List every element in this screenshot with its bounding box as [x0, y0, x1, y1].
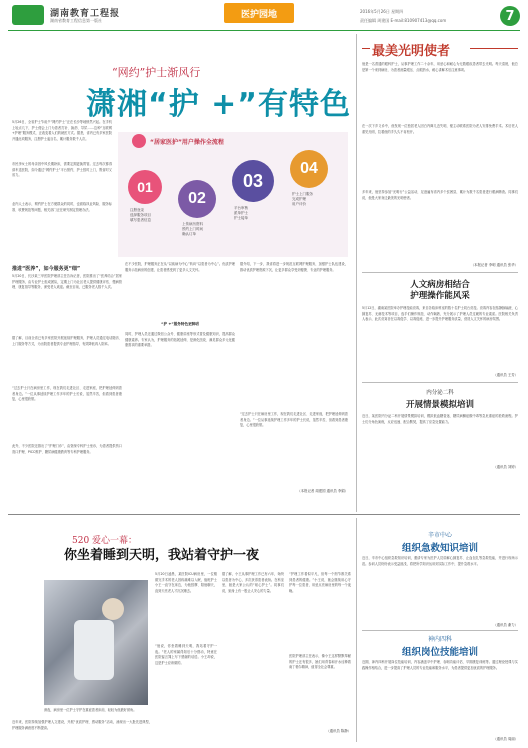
step-bubble: 02	[178, 180, 216, 218]
article-paragraph: 5月12日，湖南某医院举办护理技能竞赛，来自各临床科室的数十名护士同台竞技。竞赛内容包括静脉输液、心肺复苏、无菌技术等项目，选手们操作规范、动作娴熟，充分展示了护理人员过硬的专业素质。医院相关负责人表示，此次竞赛旨在以赛促学、以赛促练，进一步提升护理服务质量，营造人文关怀的病房氛围。	[362, 306, 518, 322]
lower-paragraph: 据了解，小王从事护理工作已有六年，始终以患者为中心，多次获得患者表扬。在科室里，她是大家公认的“贴心护士”。同事们说，她身上有一股让人安心的力量。	[222, 572, 284, 593]
brief-paragraph: 近期，神内四科开展岗位技能培训，内容涵盖卒中护理、吞咽功能评估、早期康复训练等。通过理论授课与实践操作相结合，进一步提高了护理人员的专业技能和服务水平，为患者提供更加优质的护理服务。	[362, 660, 518, 670]
lead-paragraph: 业内人士表示，网约护士在方便群众的同时，也面临执业风险、服务标准、收费规范等问题，相关部门正在研究制定管理办法。	[12, 202, 112, 212]
lead-paragraph: 在不少医院，护理服务正在从“以疾病为中心”转向“以患者为中心”。优质护理服务示范病房的创建，让患者感受到了更多人文关怀。	[125, 262, 235, 272]
step-label: 注册登录 选择服务项目 填写患者信息	[130, 208, 151, 222]
brief-kicker: 辛市中心	[427, 532, 452, 539]
lead-paragraph: 此外，不少医院还推出了“护理门诊”，由资深专科护士坐诊，为患者提供伤口造口护理、PICC维护、糖尿病健康教育等专科护理服务。	[12, 444, 122, 454]
lead-paragraph: 据了解，目前全省已有多家医院开展延续护理服务，护理人员通过电话随访、上门服务等方式，为出院患者提供专业护理指导，有效降低再入院率。	[12, 336, 122, 346]
brief-paragraph: 近日，辛市中心组织急救知识培训，邀请专家为医护人员讲解心肺复苏、止血包扎等急救技能，并进行现场示范。参训人员纷纷表示受益匪浅，将把所学知识运用到实际工作中，提升急救水平。	[362, 556, 518, 566]
lead-headline: 潇湘“护 +”有特色	[86, 87, 352, 122]
lower-byline: （通讯员 陈静）	[326, 729, 351, 733]
divider	[362, 630, 518, 631]
brief-byline: （通讯员 周丽）	[493, 737, 518, 741]
lead-paragraph: 5月20日，长沙某三甲医院护理部主任告诉记者，医院推出了“医养结合”居家护理服务，由专业护士组成团队，定期上门为社区老人提供健康评估、慢病管理、康复指导等服务，深受老人欢迎。截至目前，已服务老人数千人次。	[12, 274, 122, 290]
right-paragraph: 他是一名普通的眼科护士，从事护理工作二十余年，用爱心和耐心为无数眼疾患者带去光明。每天清晨，他总是第一个来到病房，为患者测量眼压、点眼药水，耐心讲解术后注意事项。	[362, 62, 518, 72]
article-paragraph: 近日，某医院内分泌二科开展情景模拟培训，模拟低血糖昏迷、糖尿病酮症酸中毒等急危重症的抢救流程。护士们分角色演练，反应迅速、配合默契，提高了应急处置能力。	[362, 414, 518, 424]
lead-subhead: 推进“医养”，如今服务更“细”	[12, 266, 81, 272]
article-title: 开展情景模拟培训	[405, 400, 474, 410]
lead-paragraph: “过去护士只在病房里工作，现在我们走进社区、走进家庭，把护理延伸到患者身边。”一位从事延续护理工作多年的护士长说，虽然辛苦，但看到患者康复，心里很欣慰。	[240, 412, 348, 428]
infographic-badge-icon	[132, 134, 146, 148]
masthead-logo-icon	[12, 5, 44, 25]
divider	[362, 272, 518, 273]
nurse-photo	[44, 580, 148, 705]
brief-byline: （通讯员 谢力）	[493, 623, 518, 627]
issue-date: 2016年5月26日 星期四	[360, 9, 404, 14]
lower-kicker: 520 爱心一幕：	[72, 536, 138, 546]
section-divider	[8, 514, 520, 515]
step-label: 上传病历资料 预约上门时间 确认订单	[182, 222, 203, 236]
lower-paragraph: “护理工作看似平凡，但每一个细节都关系到患者的健康。”小王说，她会继续用心守护每一位患者，用爱点亮病房里的每一个夜晚。	[289, 572, 351, 593]
lead-paragraph: 市民李女士的母亲因中风长期卧床，需要定期更换胃管。过去每次都得请车送医院，如今通过“网约护士”平台预约，护士按时上门，既省时又省力。	[12, 162, 112, 178]
lower-paragraph: 5月20日凌晨，某医院ICU病房里，一位刚做完手术的老人因疼痛难以入眠，值班护士小王一直守在床边，为他按摩、陪他聊天，直到天亮老人才沉沉睡去。	[155, 572, 217, 593]
editor-email: 责任编辑 周建国 E-mail:810907413@qq.com	[360, 18, 447, 23]
right-feature-title: 最美光明使者	[372, 44, 451, 59]
brief-title: 组织岗位技能培训	[401, 647, 478, 658]
column-divider	[356, 34, 357, 512]
step-label: 护士上门服务 完成护理 用户评价	[292, 192, 313, 206]
right-paragraph: 多年来，他坚持参加“光明行”公益活动，足迹遍布省内多个贫困县，累计为数千名患者进行眼病筛查。同事们说，他是大家身边最美的光明使者。	[362, 190, 518, 200]
article-byline: （通讯员 刘婷）	[493, 465, 518, 469]
lower-paragraph: “他说，你坐着睡到天明，我站着守护一夜。”老人的家属得知后十分感动，特意在医院留言簿上写下感谢的话语。小王却说，这是护士应该做的。	[155, 644, 217, 665]
step-bubble: 03	[232, 160, 274, 202]
article-kicker: 内分泌二科	[426, 390, 454, 396]
article-byline: （通讯员 王芳）	[493, 373, 518, 377]
paper-subtitle: 湖南省教育工程信息第一版社	[50, 18, 102, 23]
lead-kicker: “网约”护士渐风行	[112, 66, 201, 79]
paper-name: 湖南教育工程报	[50, 9, 121, 19]
step-label: 平台审核 派单护士 护士接单	[234, 206, 248, 220]
page-number: 7	[500, 6, 520, 26]
lead-paragraph: 同时，护理人员还通过微信公众号、健康讲座等形式普及健康知识，提高群众健康素养。专家认为，护理服务的拓展延伸，是深化医改、满足群众多元化健康需求的重要举措。	[125, 332, 235, 348]
right-paragraph: 在一次下乡义诊中，他发现一位独居老人因白内障几近失明，便主动联系医院为老人安排免费手术。术后老人重见光明，拉着他的手久久不肯松开。	[362, 124, 518, 134]
title-rule-left	[362, 48, 370, 49]
lead-paragraph: “过去护士只在病房里工作，现在我们走进社区、走进家庭，把护理延伸到患者身边。”一位从事延续护理工作多年的护士长说，虽然辛苦，但看到患者康复，心里很欣慰。	[12, 386, 122, 402]
step-bubble: 04	[290, 150, 328, 188]
title-rule-right	[470, 48, 518, 49]
brief-title: 组织急救知识培训	[401, 543, 478, 554]
lead-paragraph: 5月26日，全省护士节前夕“网约护士”正在长沙等地悄然兴起。在手机上轻点几下，护士便会上门为患者打针、换药、导尿……这种“互联网+护理”服务模式，正改变着人们的就医方式。据悉，省内已有多家医院开通此项服务，注册护士逾百名，累计服务数千人次。	[12, 120, 112, 141]
divider	[362, 382, 518, 383]
lower-headline: 你坐着睡到天明，我站着守护一夜	[64, 548, 260, 563]
right-byline: （本报记者 李明 通讯员 张华）	[470, 263, 518, 267]
section-tag: 医护园地	[224, 3, 294, 23]
article-title: 人文病房相结合 护理操作能风采	[410, 280, 470, 301]
lower-paragraph: 近年来，医院持续加强护理人文建设，开展“优质护理、感动服务”活动，涌现出一大批先进典型，护理服务满意度不断提高。	[12, 720, 152, 730]
column-divider	[356, 518, 357, 742]
lead-paragraph: 据介绍，下一步，我省将进一步规范互联网护理服务，加强护士队伍建设，推动优质护理资源下沉，让更多群众享受到便捷、专业的护理服务。	[240, 262, 348, 272]
lead-subhead-2: “护 +”服务特色更鲜明	[161, 322, 199, 326]
infographic-title: “居家医护”用户操作全流程	[150, 139, 224, 146]
step-bubble: 01	[128, 170, 162, 204]
header-rule	[8, 30, 520, 31]
lower-paragraph: 医院护理部主任表示，像小王这样默默奉献的护士还有很多，她们用青春和汗水诠释着南丁格尔精神，值得全社会尊重。	[289, 654, 351, 670]
brief-kicker: 神内四科	[427, 636, 452, 643]
lead-byline: （本报记者 周建国 通讯员 李娟）	[297, 489, 348, 493]
photo-caption: 深夜，病房里一位护士守护在重症患者床前，轻轻为他掖好被角。	[44, 708, 137, 712]
